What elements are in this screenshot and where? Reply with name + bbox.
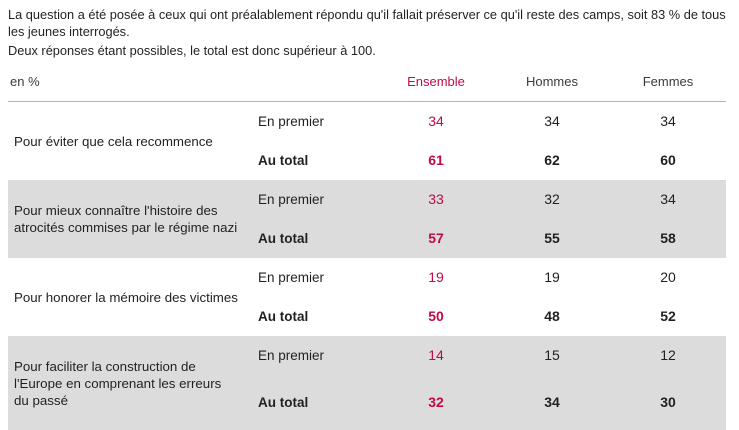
value-femmes: 34 [610, 180, 726, 218]
value-femmes: 58 [610, 218, 726, 258]
row-label [8, 180, 248, 258]
column-header-unit: en % [8, 74, 248, 102]
table-row [8, 180, 726, 218]
row-mode-first: En premier [248, 102, 378, 141]
value-femmes: 12 [610, 336, 726, 374]
row-label-line: Pour honorer la mémoire des victimes [14, 289, 242, 306]
column-header-mode [248, 74, 378, 102]
value-femmes: 60 [610, 140, 726, 180]
row-label [8, 258, 248, 336]
table-header [8, 74, 726, 102]
value-femmes: 52 [610, 296, 726, 336]
value-femmes: 20 [610, 258, 726, 296]
row-label [8, 336, 248, 430]
value-hommes: 48 [494, 296, 610, 336]
row-mode-total: Au total [248, 296, 378, 336]
row-label [8, 102, 248, 181]
value-ensemble: 14 [378, 336, 494, 374]
intro-text [8, 6, 734, 59]
value-hommes: 55 [494, 218, 610, 258]
results-table [8, 74, 726, 430]
row-label-line: Pour éviter que cela recommence [14, 133, 242, 150]
value-ensemble: 57 [378, 218, 494, 258]
row-mode-first: En premier [248, 258, 378, 296]
row-mode-total: Au total [248, 374, 378, 430]
value-ensemble: 32 [378, 374, 494, 430]
column-header-ensemble: Ensemble [378, 74, 494, 102]
table-row [8, 258, 726, 296]
value-ensemble: 19 [378, 258, 494, 296]
row-mode-first: En premier [248, 180, 378, 218]
row-label-line: Pour faciliter la construction de [14, 358, 242, 375]
table-row [8, 102, 726, 141]
value-hommes: 15 [494, 336, 610, 374]
value-femmes: 30 [610, 374, 726, 430]
value-ensemble: 33 [378, 180, 494, 218]
value-hommes: 62 [494, 140, 610, 180]
column-header-femmes: Femmes [610, 74, 726, 102]
row-mode-total: Au total [248, 218, 378, 258]
row-label-line: atrocités commises par le régime nazi [14, 219, 242, 236]
value-hommes: 34 [494, 374, 610, 430]
row-label-line: Pour mieux connaître l'histoire des [14, 202, 242, 219]
intro-line-2: Deux réponses étant possibles, le total est donc supérieur à 100. [8, 42, 734, 59]
value-hommes: 32 [494, 180, 610, 218]
value-hommes: 19 [494, 258, 610, 296]
value-hommes: 34 [494, 102, 610, 141]
value-ensemble: 61 [378, 140, 494, 180]
value-femmes: 34 [610, 102, 726, 141]
column-header-hommes: Hommes [494, 74, 610, 102]
table-row [8, 336, 726, 374]
row-mode-first: En premier [248, 336, 378, 374]
intro-line-1: La question a été posée à ceux qui ont préalablement répondu qu'il fallait préserver ce qu'il reste des camps, soit 83 % de tous les jeunes interrogés. [8, 6, 734, 40]
table-body [8, 102, 726, 430]
row-label-line: du passé [14, 392, 242, 409]
row-mode-total: Au total [248, 140, 378, 180]
value-ensemble: 50 [378, 296, 494, 336]
row-label-line: l'Europe en comprenant les erreurs [14, 375, 242, 392]
value-ensemble: 34 [378, 102, 494, 141]
